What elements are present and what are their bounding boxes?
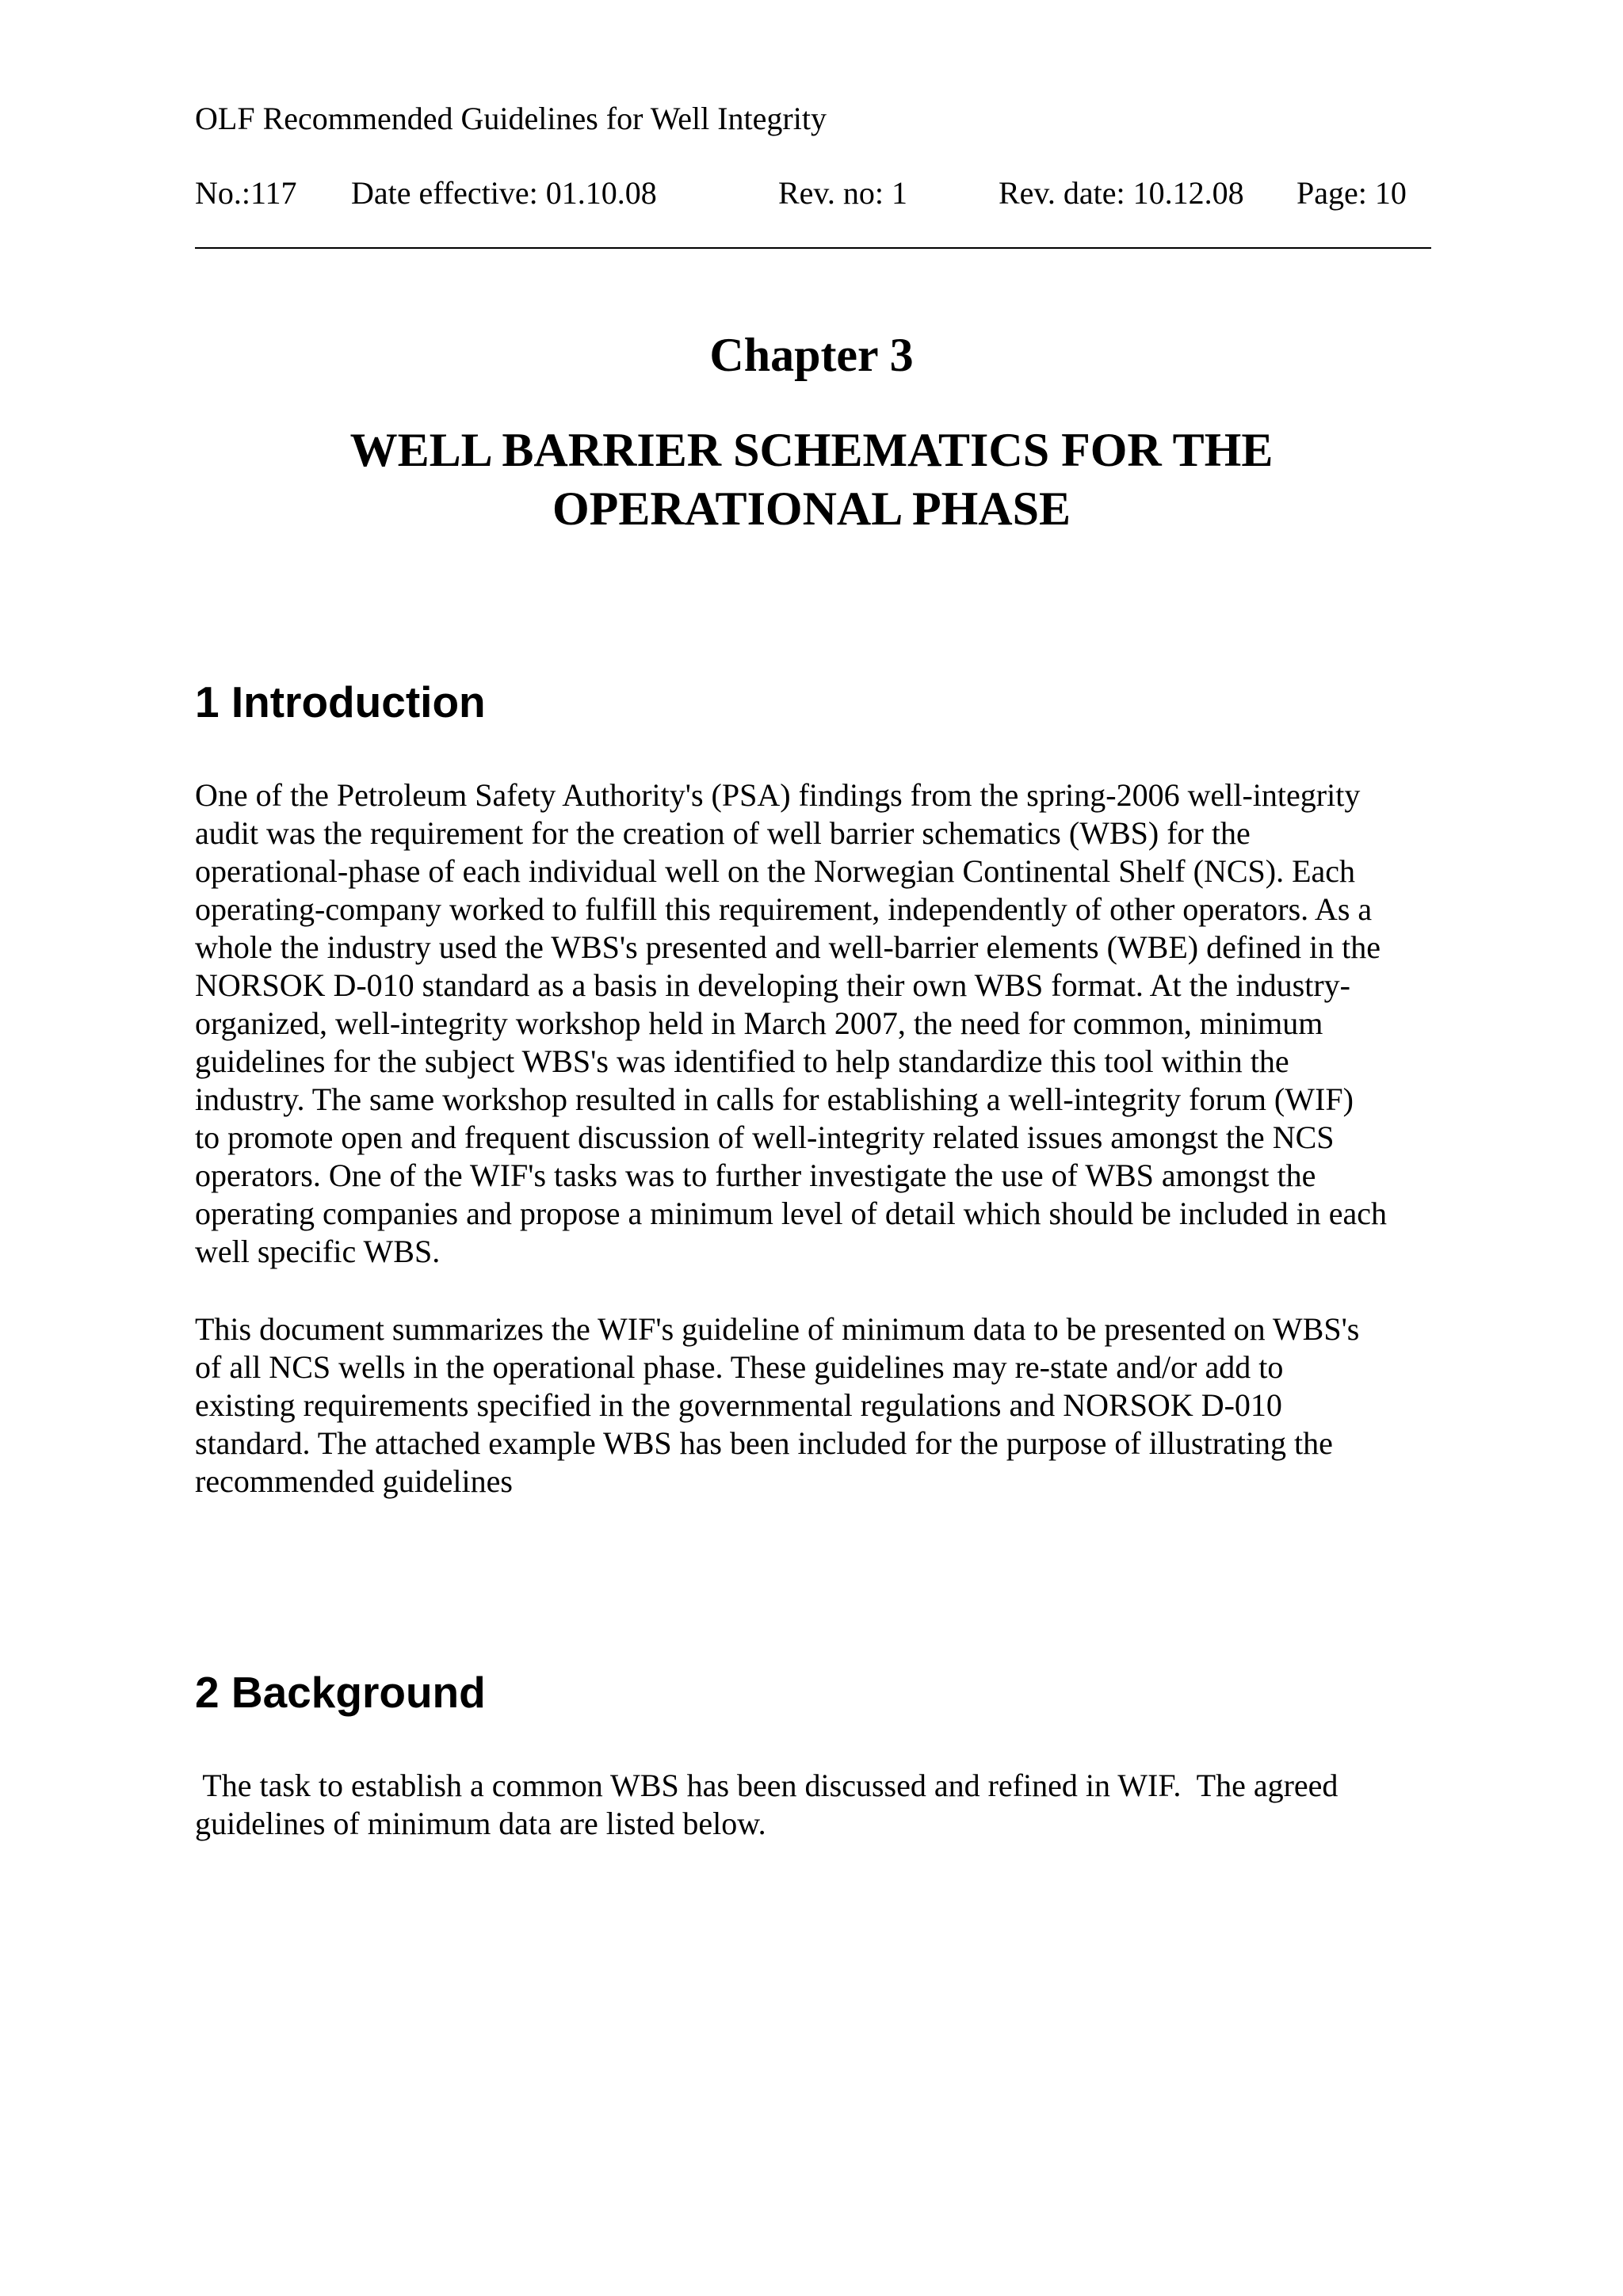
section-heading-background: 2 Background bbox=[195, 1668, 486, 1717]
text-line: of all NCS wells in the operational phase. These guidelines may re-state and/or add to bbox=[195, 1349, 1284, 1385]
text-line: NORSOK D-010 standard as a basis in developing their own WBS format. At the industry- bbox=[195, 967, 1350, 1003]
background-paragraph bbox=[195, 1767, 1447, 1843]
header-divider bbox=[195, 247, 1431, 249]
introduction-paragraph-2 bbox=[195, 1310, 1447, 1501]
text-line: organized, well-integrity workshop held in March 2007, the need for common, minimum bbox=[195, 1005, 1323, 1041]
document-title: OLF Recommended Guidelines for Well Integrity bbox=[195, 101, 827, 136]
revision-date: Rev. date: 10.12.08 bbox=[999, 175, 1244, 211]
text-line: to promote open and frequent discussion of well-integrity related issues amongst the NCS bbox=[195, 1119, 1335, 1155]
text-line: operators. One of the WIF's tasks was to further investigate the use of WBS amongst the bbox=[195, 1158, 1316, 1193]
introduction-paragraph-1 bbox=[195, 776, 1447, 1271]
text-line: industry. The same workshop resulted in calls for establishing a well-integrity forum (WIF) bbox=[195, 1081, 1354, 1117]
revision-number: Rev. no: 1 bbox=[778, 175, 907, 211]
section-heading-introduction: 1 Introduction bbox=[195, 677, 486, 727]
chapter-title-line-1: WELL BARRIER SCHEMATICS FOR THE bbox=[349, 424, 1274, 476]
text-line: recommended guidelines bbox=[195, 1463, 513, 1499]
text-line: operating companies and propose a minimum level of detail which should be included in each bbox=[195, 1196, 1388, 1231]
text-line: The task to establish a common WBS has been discussed and refined in WIF. The agreed bbox=[195, 1768, 1338, 1803]
text-line: guidelines of minimum data are listed below. bbox=[195, 1806, 766, 1841]
text-line: One of the Petroleum Safety Authority's (PSA) findings from the spring-2006 well-integrity bbox=[195, 777, 1361, 813]
chapter-label: Chapter 3 bbox=[709, 329, 914, 381]
date-effective: Date effective: 01.10.08 bbox=[351, 175, 657, 211]
text-line: guidelines for the subject WBS's was identified to help standardize this tool within the bbox=[195, 1043, 1289, 1079]
document-number: No.:117 bbox=[195, 175, 297, 211]
text-line: operating-company worked to fulfill this requirement, independently of other operators. As a bbox=[195, 891, 1373, 927]
text-line: existing requirements specified in the governmental regulations and NORSOK D-010 bbox=[195, 1387, 1282, 1423]
chapter-title-line-2: OPERATIONAL PHASE bbox=[552, 482, 1071, 535]
text-line: whole the industry used the WBS's presented and well-barrier elements (WBE) defined in the bbox=[195, 929, 1381, 965]
text-line: This document summarizes the WIF's guideline of minimum data to be presented on WBS's bbox=[195, 1311, 1360, 1347]
text-line: operational-phase of each individual well on the Norwegian Continental Shelf (NCS). Each bbox=[195, 853, 1356, 889]
text-line: audit was the requirement for the creation of well barrier schematics (WBS) for the bbox=[195, 815, 1251, 851]
text-line: well specific WBS. bbox=[195, 1234, 441, 1269]
text-line: standard. The attached example WBS has been included for the purpose of illustrating the bbox=[195, 1425, 1333, 1461]
page-number: Page: 10 bbox=[1296, 175, 1407, 211]
